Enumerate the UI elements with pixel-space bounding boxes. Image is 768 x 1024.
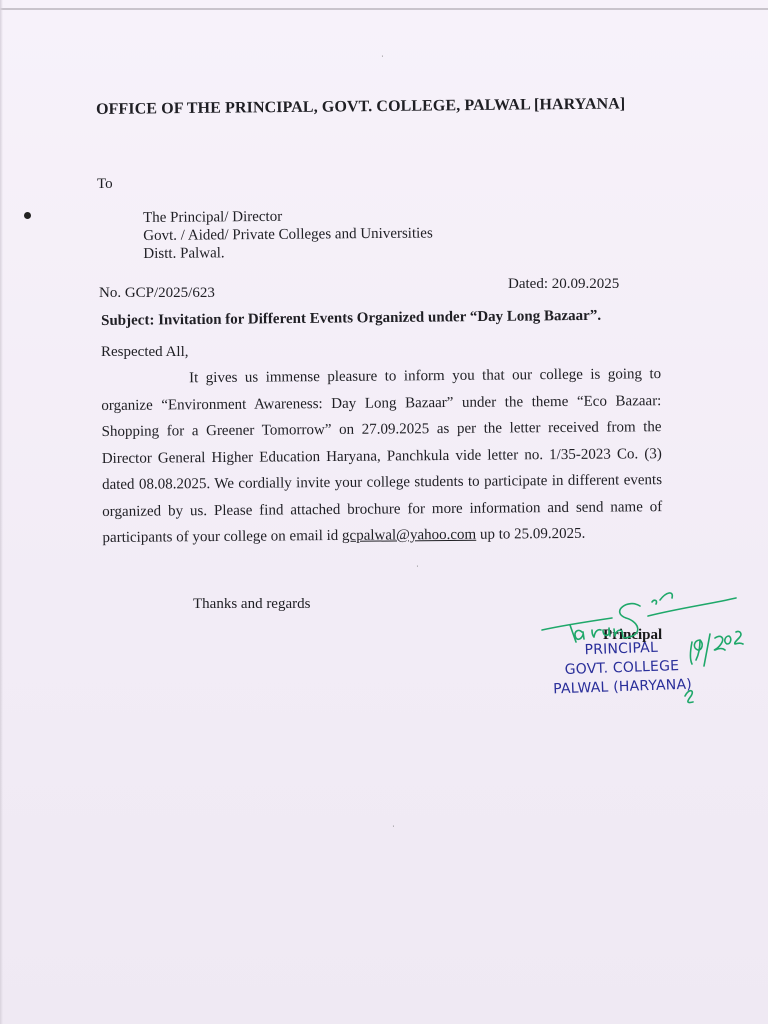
recipient-line: Distt. Palwal.	[143, 245, 225, 262]
signatory-label: Principal	[603, 627, 663, 643]
stamp-line: PALWAL (HARYANA)	[552, 676, 693, 698]
to-label: To	[97, 176, 113, 192]
closing: Thanks and regards	[193, 596, 311, 612]
reference-number: No. GCP/2025/623	[99, 285, 215, 301]
recipient-line: Govt. / Aided/ Private Colleges and Universities	[143, 225, 433, 244]
stamp-line: PRINCIPAL	[584, 639, 659, 659]
scan-speck: ⋅	[416, 562, 419, 571]
recipient-block	[143, 206, 433, 263]
body-text-end: up to 25.09.2025.	[476, 525, 586, 543]
recipient-line: The Principal/ Director	[143, 208, 283, 226]
salutation: Respected All,	[101, 344, 189, 360]
scan-top-edge	[0, 8, 768, 10]
letter-body	[101, 361, 663, 551]
handwritten-signature	[540, 578, 750, 708]
scan-speck: ⋅	[381, 52, 384, 61]
stamp-line: GOVT. COLLEGE	[564, 658, 680, 679]
body-text: It gives us immense pleasure to inform you that our college is going to organize “Environment Awareness: Day Long Bazaar” under the theme “Eco Bazaar: Shopping for a Greener Tomorrow” on 27.09.2025 as per the letter received from the Director General Higher Education Haryana, Panchkula vide letter no. 1/35-2023 Co. (3) dated 08.08.2025. We cordially invite your college students to participate in different events organized by us. Please find attached brochure for more information and send name of participants of your college on email id	[101, 366, 663, 546]
letter-subject: Subject: Invitation for Different Events Organized under “Day Long Bazaar”.	[101, 307, 602, 329]
punch-mark	[24, 212, 31, 219]
scan-left-edge	[0, 0, 3, 1024]
letter-date: Dated: 20.09.2025	[508, 276, 620, 292]
email-link[interactable]: gcpalwal@yahoo.com	[341, 526, 477, 544]
scan-speck: ⋅	[392, 822, 395, 831]
letter-header: OFFICE OF THE PRINCIPAL, GOVT. COLLEGE, PALWAL [HARYANA]	[96, 95, 626, 118]
